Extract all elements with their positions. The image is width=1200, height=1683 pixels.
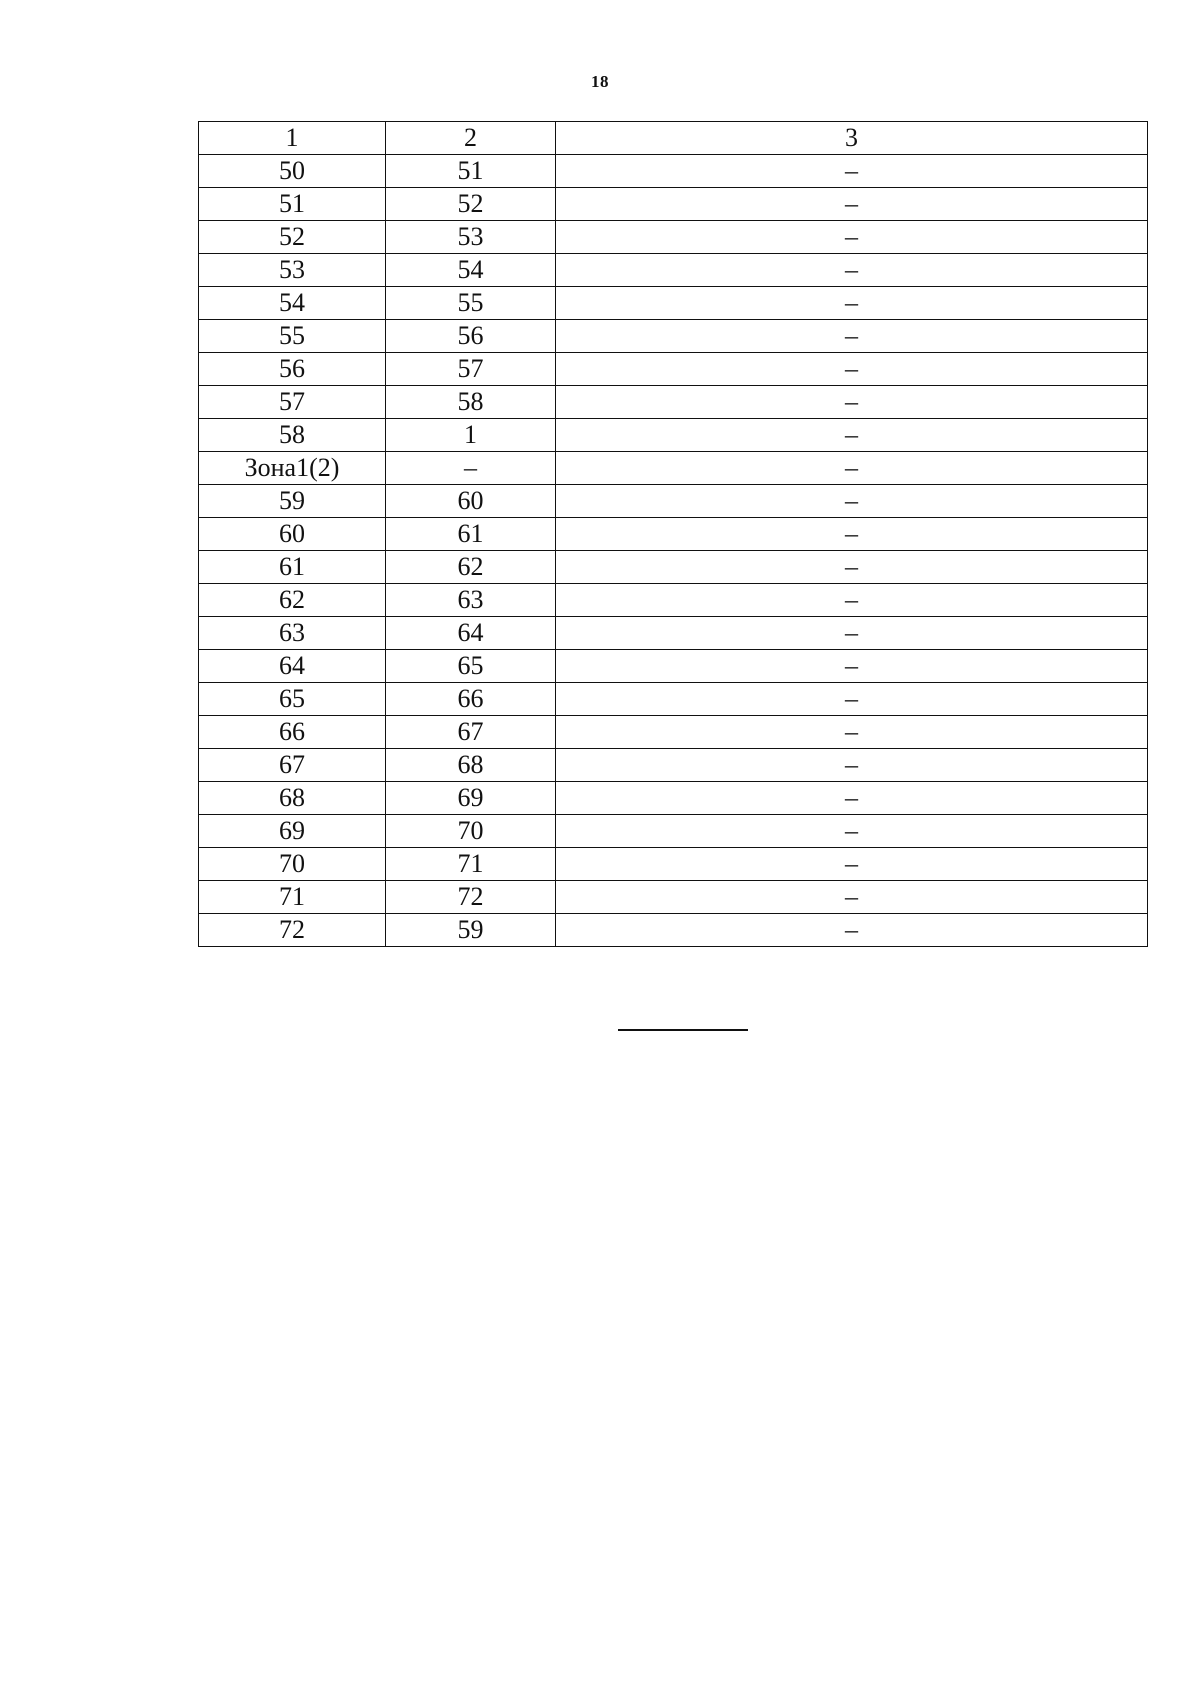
table-row <box>199 584 1148 617</box>
table-cell-col-2: 52 <box>386 188 556 221</box>
table-cell-col-1: 60 <box>199 518 386 551</box>
table-row <box>199 155 1148 188</box>
table-row <box>199 551 1148 584</box>
table-cell-col-3: – <box>556 518 1148 551</box>
table-cell-col-1: 68 <box>199 782 386 815</box>
table-cell-col-1: 72 <box>199 914 386 947</box>
table-cell-col-3: – <box>556 914 1148 947</box>
table-cell-col-2: 51 <box>386 155 556 188</box>
header-cell-2: 2 <box>386 122 556 155</box>
table-cell-col-1: 71 <box>199 881 386 914</box>
table-cell-col-2: 64 <box>386 617 556 650</box>
header-cell-1: 1 <box>199 122 386 155</box>
end-of-document-rule <box>618 1029 748 1031</box>
table-cell-col-2: 58 <box>386 386 556 419</box>
table-cell-col-2: 68 <box>386 749 556 782</box>
table-cell-col-1: 64 <box>199 650 386 683</box>
table-row <box>199 848 1148 881</box>
table-cell-col-3: – <box>556 320 1148 353</box>
table-cell-col-1: 59 <box>199 485 386 518</box>
table-cell-col-1: 53 <box>199 254 386 287</box>
table-cell-col-1: 58 <box>199 419 386 452</box>
table-row <box>199 254 1148 287</box>
table-cell-col-3: – <box>556 221 1148 254</box>
table-row <box>199 617 1148 650</box>
table-cell-col-1: 62 <box>199 584 386 617</box>
table-cell-col-3: – <box>556 617 1148 650</box>
table-row <box>199 650 1148 683</box>
table-cell-col-1: 52 <box>199 221 386 254</box>
table-cell-col-3: – <box>556 881 1148 914</box>
table-cell-col-3: – <box>556 584 1148 617</box>
table-row <box>199 485 1148 518</box>
data-table <box>198 121 1148 947</box>
table-cell-col-2: 59 <box>386 914 556 947</box>
table-cell-col-1: 70 <box>199 848 386 881</box>
table-cell-col-1: 61 <box>199 551 386 584</box>
table-row <box>199 881 1148 914</box>
table-cell-col-1: 57 <box>199 386 386 419</box>
table-cell-col-1: 69 <box>199 815 386 848</box>
table-cell-col-3: – <box>556 452 1148 485</box>
table-body <box>199 122 1148 947</box>
table-row <box>199 683 1148 716</box>
table-cell-col-2: – <box>386 452 556 485</box>
table-cell-col-2: 66 <box>386 683 556 716</box>
table-cell-col-2: 71 <box>386 848 556 881</box>
table-cell-col-3: – <box>556 551 1148 584</box>
table-cell-col-3: – <box>556 749 1148 782</box>
table-cell-col-3: – <box>556 419 1148 452</box>
table-cell-col-3: – <box>556 287 1148 320</box>
table-cell-col-3: – <box>556 353 1148 386</box>
table-cell-col-3: – <box>556 782 1148 815</box>
table-cell-col-3: – <box>556 485 1148 518</box>
table-cell-col-2: 55 <box>386 287 556 320</box>
table-cell-col-3: – <box>556 188 1148 221</box>
table-cell-col-2: 53 <box>386 221 556 254</box>
table-row <box>199 221 1148 254</box>
table-cell-col-1: 56 <box>199 353 386 386</box>
table-cell-col-2: 61 <box>386 518 556 551</box>
table-cell-col-3: – <box>556 683 1148 716</box>
table-cell-col-1: 50 <box>199 155 386 188</box>
table-row <box>199 287 1148 320</box>
table-cell-col-3: – <box>556 155 1148 188</box>
table-cell-col-1: 63 <box>199 617 386 650</box>
table-cell-col-2: 65 <box>386 650 556 683</box>
table-cell-col-2: 67 <box>386 716 556 749</box>
table-cell-col-3: – <box>556 716 1148 749</box>
table-cell-col-1: Зона1(2) <box>199 452 386 485</box>
table-cell-col-2: 54 <box>386 254 556 287</box>
table-cell-col-3: – <box>556 848 1148 881</box>
table-cell-col-1: 54 <box>199 287 386 320</box>
table-cell-col-1: 55 <box>199 320 386 353</box>
table-cell-col-1: 65 <box>199 683 386 716</box>
table-cell-col-3: – <box>556 650 1148 683</box>
table-row <box>199 188 1148 221</box>
table-header-row <box>199 122 1148 155</box>
table-cell-col-1: 67 <box>199 749 386 782</box>
table-cell-col-2: 69 <box>386 782 556 815</box>
table-row <box>199 320 1148 353</box>
table-cell-col-3: – <box>556 815 1148 848</box>
table-cell-col-3: – <box>556 386 1148 419</box>
table-cell-col-2: 62 <box>386 551 556 584</box>
page-number: 18 <box>591 72 609 91</box>
table-cell-col-2: 63 <box>386 584 556 617</box>
table-cell-col-2: 72 <box>386 881 556 914</box>
header-cell-3: 3 <box>556 122 1148 155</box>
table-row <box>199 452 1148 485</box>
table-row <box>199 782 1148 815</box>
table-cell-col-1: 51 <box>199 188 386 221</box>
table-cell-col-1: 66 <box>199 716 386 749</box>
table-cell-col-2: 56 <box>386 320 556 353</box>
table-row <box>199 518 1148 551</box>
table-row <box>199 914 1148 947</box>
table-row <box>199 386 1148 419</box>
table-row <box>199 353 1148 386</box>
table-cell-col-2: 57 <box>386 353 556 386</box>
table-row <box>199 716 1148 749</box>
table-cell-col-3: – <box>556 254 1148 287</box>
table-row <box>199 419 1148 452</box>
table-cell-col-2: 60 <box>386 485 556 518</box>
table-cell-col-2: 1 <box>386 419 556 452</box>
table-row <box>199 749 1148 782</box>
table-cell-col-2: 70 <box>386 815 556 848</box>
table-row <box>199 815 1148 848</box>
